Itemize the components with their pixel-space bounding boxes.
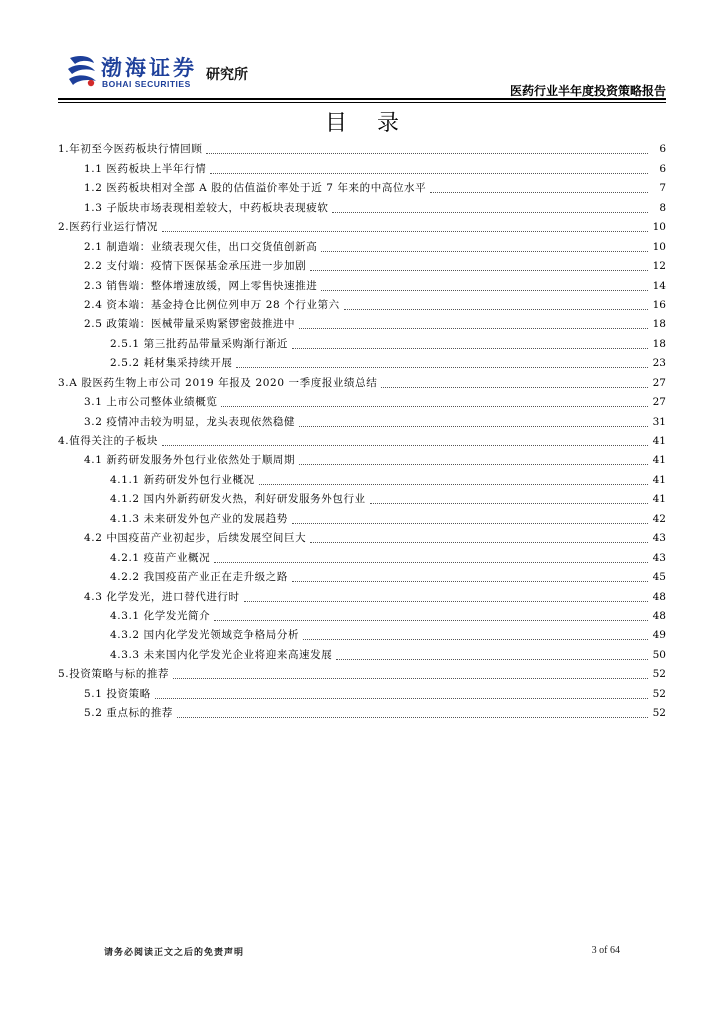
toc-entry[interactable] (58, 234, 666, 253)
toc-dot-leader (336, 647, 648, 660)
toc-entry[interactable] (58, 351, 666, 370)
toc-entry-title: 4.3.1 化学发光简介 (110, 609, 211, 622)
toc-dot-leader (210, 161, 648, 174)
toc-entry-page: 6 (659, 143, 666, 156)
toc-entry-page: 31 (652, 415, 666, 428)
toc-entry-title: 4.3 化学发光，进口替代进行时 (84, 590, 240, 603)
toc-entry[interactable] (58, 584, 666, 603)
toc-dot-leader (321, 278, 648, 291)
brand-name-cn: 渤海证券 (101, 56, 197, 80)
toc-dot-leader (177, 705, 648, 718)
toc-dot-leader (381, 375, 648, 388)
toc-entry-title: 1.3 子版块市场表现相差较大，中药板块表现疲软 (84, 201, 329, 214)
toc-entry-page: 48 (652, 590, 666, 603)
toc-dot-leader (221, 394, 648, 407)
toc-entry[interactable] (58, 604, 666, 623)
toc-entry-title: 5.投资策略与标的推荐 (58, 668, 170, 681)
toc-entry-page: 52 (652, 707, 666, 720)
brand-name-en: BOHAI SECURITIES (102, 79, 191, 89)
toc-entry[interactable] (58, 642, 666, 661)
toc-entry-page: 42 (652, 512, 666, 525)
toc-entry-page: 23 (652, 357, 666, 370)
toc-entry[interactable] (58, 545, 666, 564)
toc-entry-title: 4.2.1 疫苗产业概况 (110, 551, 211, 564)
toc-dot-leader (162, 219, 648, 232)
page-header (0, 0, 724, 100)
toc-entry-title: 3.A 股医药生物上市公司 2019 年报及 2020 一季度报业绩总结 (58, 376, 378, 389)
footer-disclaimer: 请务必阅读正文之后的免责声明 (104, 948, 245, 958)
toc-entry[interactable] (58, 370, 666, 389)
toc-entry[interactable] (58, 623, 666, 642)
toc-dot-leader (292, 336, 648, 349)
toc-dot-leader (292, 511, 648, 524)
toc-entry[interactable] (58, 215, 666, 234)
header-divider (58, 98, 666, 100)
bohai-logo-icon (66, 54, 98, 88)
toc-dot-leader (162, 433, 648, 446)
toc-dot-leader (244, 589, 648, 602)
toc-entry[interactable] (58, 701, 666, 720)
toc-entry-page: 52 (652, 687, 666, 700)
toc-entry[interactable] (58, 195, 666, 214)
toc-dot-leader (292, 569, 648, 582)
toc-entry-title: 2.5 政策端：医械带量采购紧锣密鼓推进中 (84, 318, 296, 331)
toc-entry-page: 41 (652, 454, 666, 467)
toc-entry-page: 49 (652, 629, 666, 642)
toc-dot-leader (173, 666, 648, 679)
toc-dot-leader (299, 414, 648, 427)
toc-dot-leader (206, 141, 648, 154)
toc-entry-page: 41 (652, 473, 666, 486)
toc-entry-page: 18 (652, 337, 666, 350)
toc-entry-page: 41 (652, 493, 666, 506)
toc-dot-leader (303, 627, 648, 640)
toc-dot-leader (344, 297, 648, 310)
toc-dot-leader (332, 200, 648, 213)
toc-entry-page: 27 (652, 396, 666, 409)
toc-entry-title: 2.1 制造端：业绩表现欠佳，出口交货值创新高 (84, 240, 318, 253)
toc-entry-title: 5.2 重点标的推荐 (84, 707, 174, 720)
toc-entry[interactable] (58, 156, 666, 175)
toc-dot-leader (299, 452, 648, 465)
toc-dot-leader (155, 686, 648, 699)
institute-label: 研究所 (206, 67, 248, 83)
toc-entry-page: 12 (652, 260, 666, 273)
toc-entry-title: 3.2 疫情冲击较为明显，龙头表现依然稳健 (84, 415, 296, 428)
toc-entry[interactable] (58, 409, 666, 428)
toc-entry[interactable] (58, 390, 666, 409)
toc-entry-page: 45 (652, 571, 666, 584)
toc-entry-title: 1.1 医药板块上半年行情 (84, 162, 207, 175)
toc-entry-page: 43 (652, 532, 666, 545)
toc-dot-leader (310, 530, 648, 543)
toc-dot-leader (299, 316, 648, 329)
toc-entry-title: 1.年初至今医药板块行情回顾 (58, 143, 203, 156)
toc-title: 目录 (324, 111, 429, 136)
toc-entry-page: 6 (659, 162, 666, 175)
toc-entry-page: 52 (652, 668, 666, 681)
toc-entry-page: 43 (652, 551, 666, 564)
toc-entry-page: 50 (652, 648, 666, 661)
toc-entry-page: 16 (652, 298, 666, 311)
toc-entry[interactable] (58, 312, 666, 331)
toc-entry-title: 4.1.2 国内外新药研发火热，利好研发服务外包行业 (110, 493, 366, 506)
toc-entry-page: 10 (652, 240, 666, 253)
page-number: 3 of 64 (591, 945, 620, 956)
toc-entry-title: 2.2 支付端：疫情下医保基金承压进一步加剧 (84, 260, 307, 273)
toc-entry[interactable] (58, 487, 666, 506)
toc-dot-leader (321, 239, 648, 252)
toc-entry-page: 14 (652, 279, 666, 292)
toc-entry-title: 3.1 上市公司整体业绩概览 (84, 396, 218, 409)
toc-entry[interactable] (58, 467, 666, 486)
report-type-title: 医药行业半年度投资策略报告 (509, 84, 666, 98)
toc-dot-leader (259, 472, 648, 485)
toc-dot-leader (214, 550, 648, 563)
toc-dot-leader (310, 258, 648, 271)
toc-entry[interactable] (58, 565, 666, 584)
toc-entry-title: 4.3.3 未来国内化学发光企业将迎来高速发展 (110, 648, 333, 661)
toc-entry[interactable] (58, 293, 666, 312)
toc-entry[interactable] (58, 429, 666, 448)
toc-entry-title: 2.4 资本端：基金持仓比例位列申万 28 个行业第六 (84, 298, 340, 311)
toc-entry[interactable] (58, 681, 666, 700)
toc-entry-title: 2.3 销售端：整体增速放缓，网上零售快速推进 (84, 279, 318, 292)
table-of-contents (58, 137, 666, 720)
toc-entry-title: 4.3.2 国内化学发光领域竞争格局分析 (110, 629, 300, 642)
toc-entry[interactable] (58, 176, 666, 195)
toc-entry-title: 4.1.3 未来研发外包产业的发展趋势 (110, 512, 288, 525)
toc-entry[interactable] (58, 331, 666, 350)
toc-entry-title: 4.2 中国疫苗产业初起步，后续发展空间巨大 (84, 532, 307, 545)
toc-entry-page: 48 (652, 609, 666, 622)
toc-entry-title: 4.1 新药研发服务外包行业依然处于顺周期 (84, 454, 296, 467)
toc-entry-title: 4.值得关注的子板块 (58, 435, 159, 447)
toc-dot-leader (430, 180, 648, 193)
toc-entry[interactable] (58, 662, 666, 681)
toc-dot-leader (370, 491, 648, 504)
toc-entry-title: 4.1.1 新药研发外包行业概况 (110, 473, 255, 486)
toc-dot-leader (214, 608, 648, 621)
header-divider-thin (58, 102, 666, 103)
toc-entry-page: 8 (659, 201, 666, 214)
toc-entry-page: 18 (652, 318, 666, 331)
toc-entry-title: 2.5.1 第三批药品带量采购渐行渐近 (110, 337, 288, 350)
toc-entry[interactable] (58, 254, 666, 273)
toc-dot-leader (236, 355, 648, 368)
toc-entry[interactable] (58, 273, 666, 292)
toc-entry-title: 1.2 医药板块相对全部 A 股的估值溢价率处于近 7 年来的中高位水平 (84, 182, 427, 195)
toc-entry-page: 41 (652, 435, 666, 447)
toc-entry[interactable] (58, 506, 666, 525)
toc-entry-title: 2.5.2 耗材集采持续开展 (110, 357, 233, 370)
toc-entry[interactable] (58, 448, 666, 467)
toc-entry-page: 7 (659, 182, 666, 195)
toc-entry-title: 4.2.2 我国疫苗产业正在走升级之路 (110, 571, 288, 584)
toc-entry-title: 2.医药行业运行情况 (58, 221, 159, 234)
toc-entry-page: 10 (652, 221, 666, 234)
toc-entry-page: 27 (652, 376, 666, 389)
toc-entry[interactable] (58, 137, 666, 156)
toc-entry[interactable] (58, 526, 666, 545)
toc-entry-title: 5.1 投资策略 (84, 687, 151, 700)
